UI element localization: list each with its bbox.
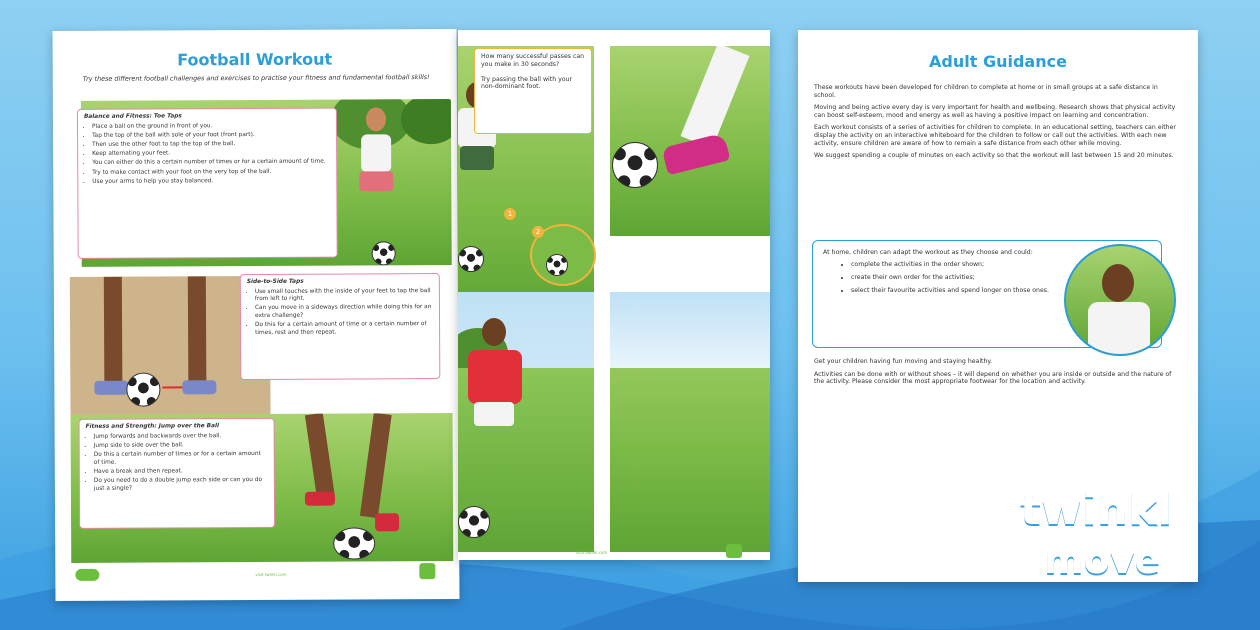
player-head (366, 107, 386, 131)
football-icon (372, 241, 396, 265)
adaptation-item: • create their own order for the activities; (851, 274, 1061, 282)
instruction-item: • Try to make contact with your foot on the very top of the ball. (92, 168, 330, 177)
instruction-item: • Use your arms to help you stay balanced. (92, 177, 330, 186)
instruction-item: • Can you move in a sideways direction while doing this for an extra challenge? (255, 304, 433, 320)
twinkl-logo-text: twinkl (1020, 484, 1173, 535)
box-intro: At home, children can adapt the workout as they choose and could: (823, 249, 1033, 256)
instruction-item: • Keep alternating your feet. (92, 150, 330, 159)
question-text: How many successful passes can you make in 30 seconds? (481, 53, 585, 68)
kick-illustration-right (610, 292, 770, 552)
football-icon (458, 506, 490, 538)
adaptation-item: • complete the activities in the order shown; (851, 261, 1061, 269)
section-heading: Side-to-Side Taps (246, 278, 304, 286)
child-head (1102, 264, 1134, 302)
guidance-paragraph: Moving and being active every day is very important for health and wellbeing. Research shows that physical activity can boost self-esteem, mood and energy as well as having a positive impact on learning and concentration. (814, 104, 1176, 119)
kick-illustration (458, 292, 594, 552)
arrow-right-icon (162, 386, 182, 388)
footer-url: visit twinkl.com (576, 550, 608, 555)
jump-box (79, 418, 276, 529)
player-head (482, 318, 506, 346)
guidance-text (814, 84, 1180, 165)
shoe-left (305, 492, 335, 506)
instruction-item: • Do this for a certain amount of time or a certain number of times, rest and then repeat. (255, 321, 433, 337)
football-icon (612, 142, 658, 188)
instruction-item: • Jump side to side over the ball. (94, 442, 268, 451)
tree (401, 99, 452, 144)
leg-left (104, 277, 123, 385)
player-shirt (468, 350, 522, 404)
leg-left (305, 413, 335, 497)
move-logo-text: move (1044, 538, 1161, 582)
instruction-item: • Place a ball on the ground in front of you. (92, 122, 330, 131)
player-shorts (359, 171, 393, 191)
football-icon (458, 246, 484, 272)
instruction-item: • You can either do this a certain number of times or for a certain amount of time. (92, 159, 330, 168)
closing-paragraph: Activities can be done with or without shoes – it will depend on whether you are inside or outside and the nature of the activity. Please consider the most appropriate footwear for the location and activity. (814, 370, 1172, 386)
intro-text: Try these different football challenges and exercises to practise your fitness and fundamental football skills! (82, 73, 430, 83)
instruction-item: • Jump forwards and backwards over the ball. (94, 433, 268, 442)
page-title: Football Workout (177, 49, 333, 70)
partner-footer-logo (419, 563, 435, 579)
adaptation-item: • select their favourite activities and spend longer on those ones. (851, 287, 1061, 295)
shoe-left (94, 381, 128, 395)
footer-url: visit twinkl.com (255, 571, 287, 578)
football-icon (126, 373, 160, 407)
leg-right (360, 413, 392, 518)
toe-taps-box (77, 108, 338, 259)
person-icon (1176, 510, 1190, 524)
child-portrait (1064, 244, 1176, 356)
player-figure (361, 134, 391, 172)
guidance-paragraph: We suggest spending a couple of minutes on each activity so that the workout will last between 15 and 20 minutes. (814, 152, 1174, 160)
foot-closeup-illustration (610, 46, 770, 236)
child-shirt (1088, 302, 1150, 356)
section-heading: Fitness and Strength: Jump over the Ball (85, 423, 219, 430)
player-shorts (474, 402, 514, 426)
shoe-right (375, 513, 399, 531)
guidance-paragraph: Each workout consists of a series of activities for children to complete. In an educational setting, teachers can either display the activity on an interactive whiteboard for the children to follow or call out the activities. With each new activity, ensure children are aware of how to remain a safe distance from each other while moving. (814, 124, 1176, 147)
step-1-badge: 1 (504, 208, 516, 220)
instruction-item: • Do this a certain number of times or for a certain amount of time. (94, 451, 268, 467)
middle-page (458, 30, 770, 560)
leg (681, 46, 750, 149)
football-icon (333, 527, 375, 559)
tip-text: Try passing the ball with your non-dominant foot. (481, 75, 572, 91)
side-taps-box (240, 273, 441, 380)
leg-right (188, 276, 207, 384)
closing-text (814, 358, 1180, 391)
instruction-item: • Tap the top of the ball with sole of your foot (front part). (92, 131, 330, 140)
instruction-item: • Do you need to do a double jump each side or can you do just a single? (94, 477, 268, 493)
closing-paragraph: Get your children having fun moving and staying healthy. (814, 358, 993, 365)
instruction-item: • Then use the other foot to tap the top of the ball. (92, 141, 330, 150)
section-heading: Balance and Fitness: Toe Taps (83, 113, 182, 120)
instruction-item: • Use small touches with the inside of your feet to tap the ball from left to right. (255, 288, 433, 304)
page-title: Adult Guidance (929, 52, 1067, 71)
step-2-badge: 2 (532, 226, 544, 238)
sky-strip (610, 292, 770, 368)
shoe-right (182, 380, 216, 394)
football-icon (546, 254, 568, 276)
left-page (53, 29, 460, 601)
twinkl-footer-logo (75, 569, 99, 581)
instruction-item: • Have a break and then repeat. (94, 468, 268, 477)
guidance-paragraph: These workouts have been developed for children to complete at home or in small groups at a safe distance in school. (814, 84, 1158, 99)
passing-question-box (474, 48, 592, 134)
boot (662, 133, 731, 176)
player-shorts (460, 146, 494, 170)
partner-footer-logo (726, 544, 742, 558)
